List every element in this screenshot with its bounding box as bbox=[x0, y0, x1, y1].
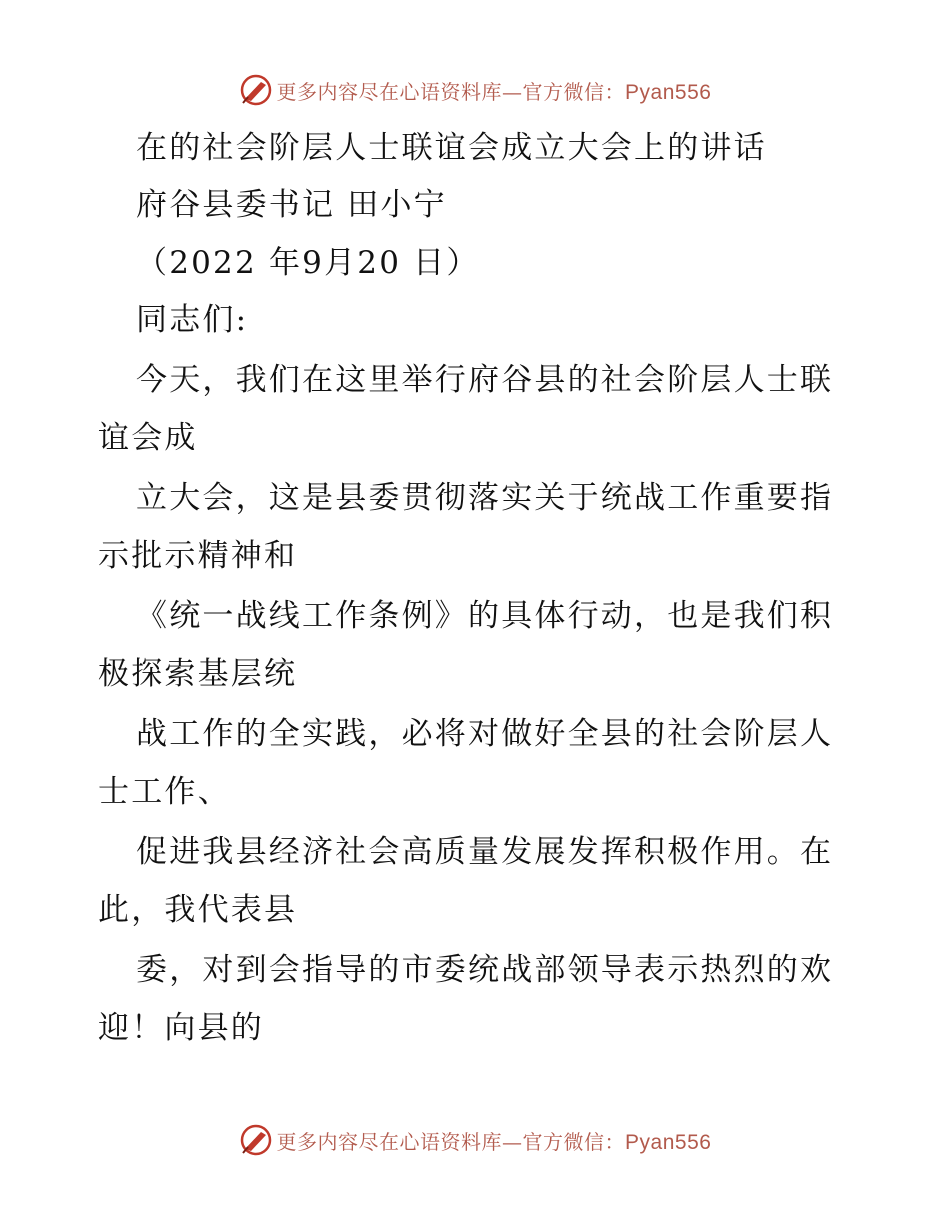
paragraph-line: 此，我代表县 bbox=[98, 892, 298, 928]
document-author: 府谷县委书记 田小宁 bbox=[136, 187, 447, 223]
paragraph-line: 战工作的全实践，必将对做好全县的社会阶层人 bbox=[136, 716, 834, 752]
document-title: 在的社会阶层人士联谊会成立大会上的讲话 bbox=[136, 130, 767, 166]
paragraph-line: 《统一战线工作条例》的具体行动，也是我们积 bbox=[136, 598, 834, 634]
quill-pen-logo-icon bbox=[239, 73, 273, 107]
paragraph-line: 谊会成 bbox=[98, 420, 198, 456]
salutation: 同志们: bbox=[136, 302, 249, 338]
document-date: （2022 年9月20 日） bbox=[136, 245, 480, 281]
footer-banner bbox=[0, 1120, 950, 1160]
header-banner-text: 更多内容尽在心语资料库—官方微信：Pyan556 bbox=[276, 79, 712, 104]
footer-banner-text: 更多内容尽在心语资料库—官方微信：Pyan556 bbox=[276, 1129, 712, 1154]
paragraph-line: 委，对到会指导的市委统战部领导表示热烈的欢 bbox=[136, 952, 834, 988]
paragraph-line: 迎！向县的 bbox=[98, 1010, 264, 1046]
quill-pen-logo-icon bbox=[239, 1123, 273, 1157]
header-banner bbox=[0, 70, 950, 110]
paragraph-line: 极探索基层统 bbox=[98, 656, 298, 692]
paragraph-line: 促进我县经济社会高质量发展发挥积极作用。在 bbox=[136, 834, 834, 870]
paragraph-line: 士工作、 bbox=[98, 774, 231, 810]
paragraph-line: 示批示精神和 bbox=[98, 538, 298, 574]
paragraph-line: 立大会，这是县委贯彻落实关于统战工作重要指 bbox=[136, 480, 834, 516]
paragraph-line: 今天，我们在这里举行府谷县的社会阶层人士联 bbox=[136, 362, 834, 398]
